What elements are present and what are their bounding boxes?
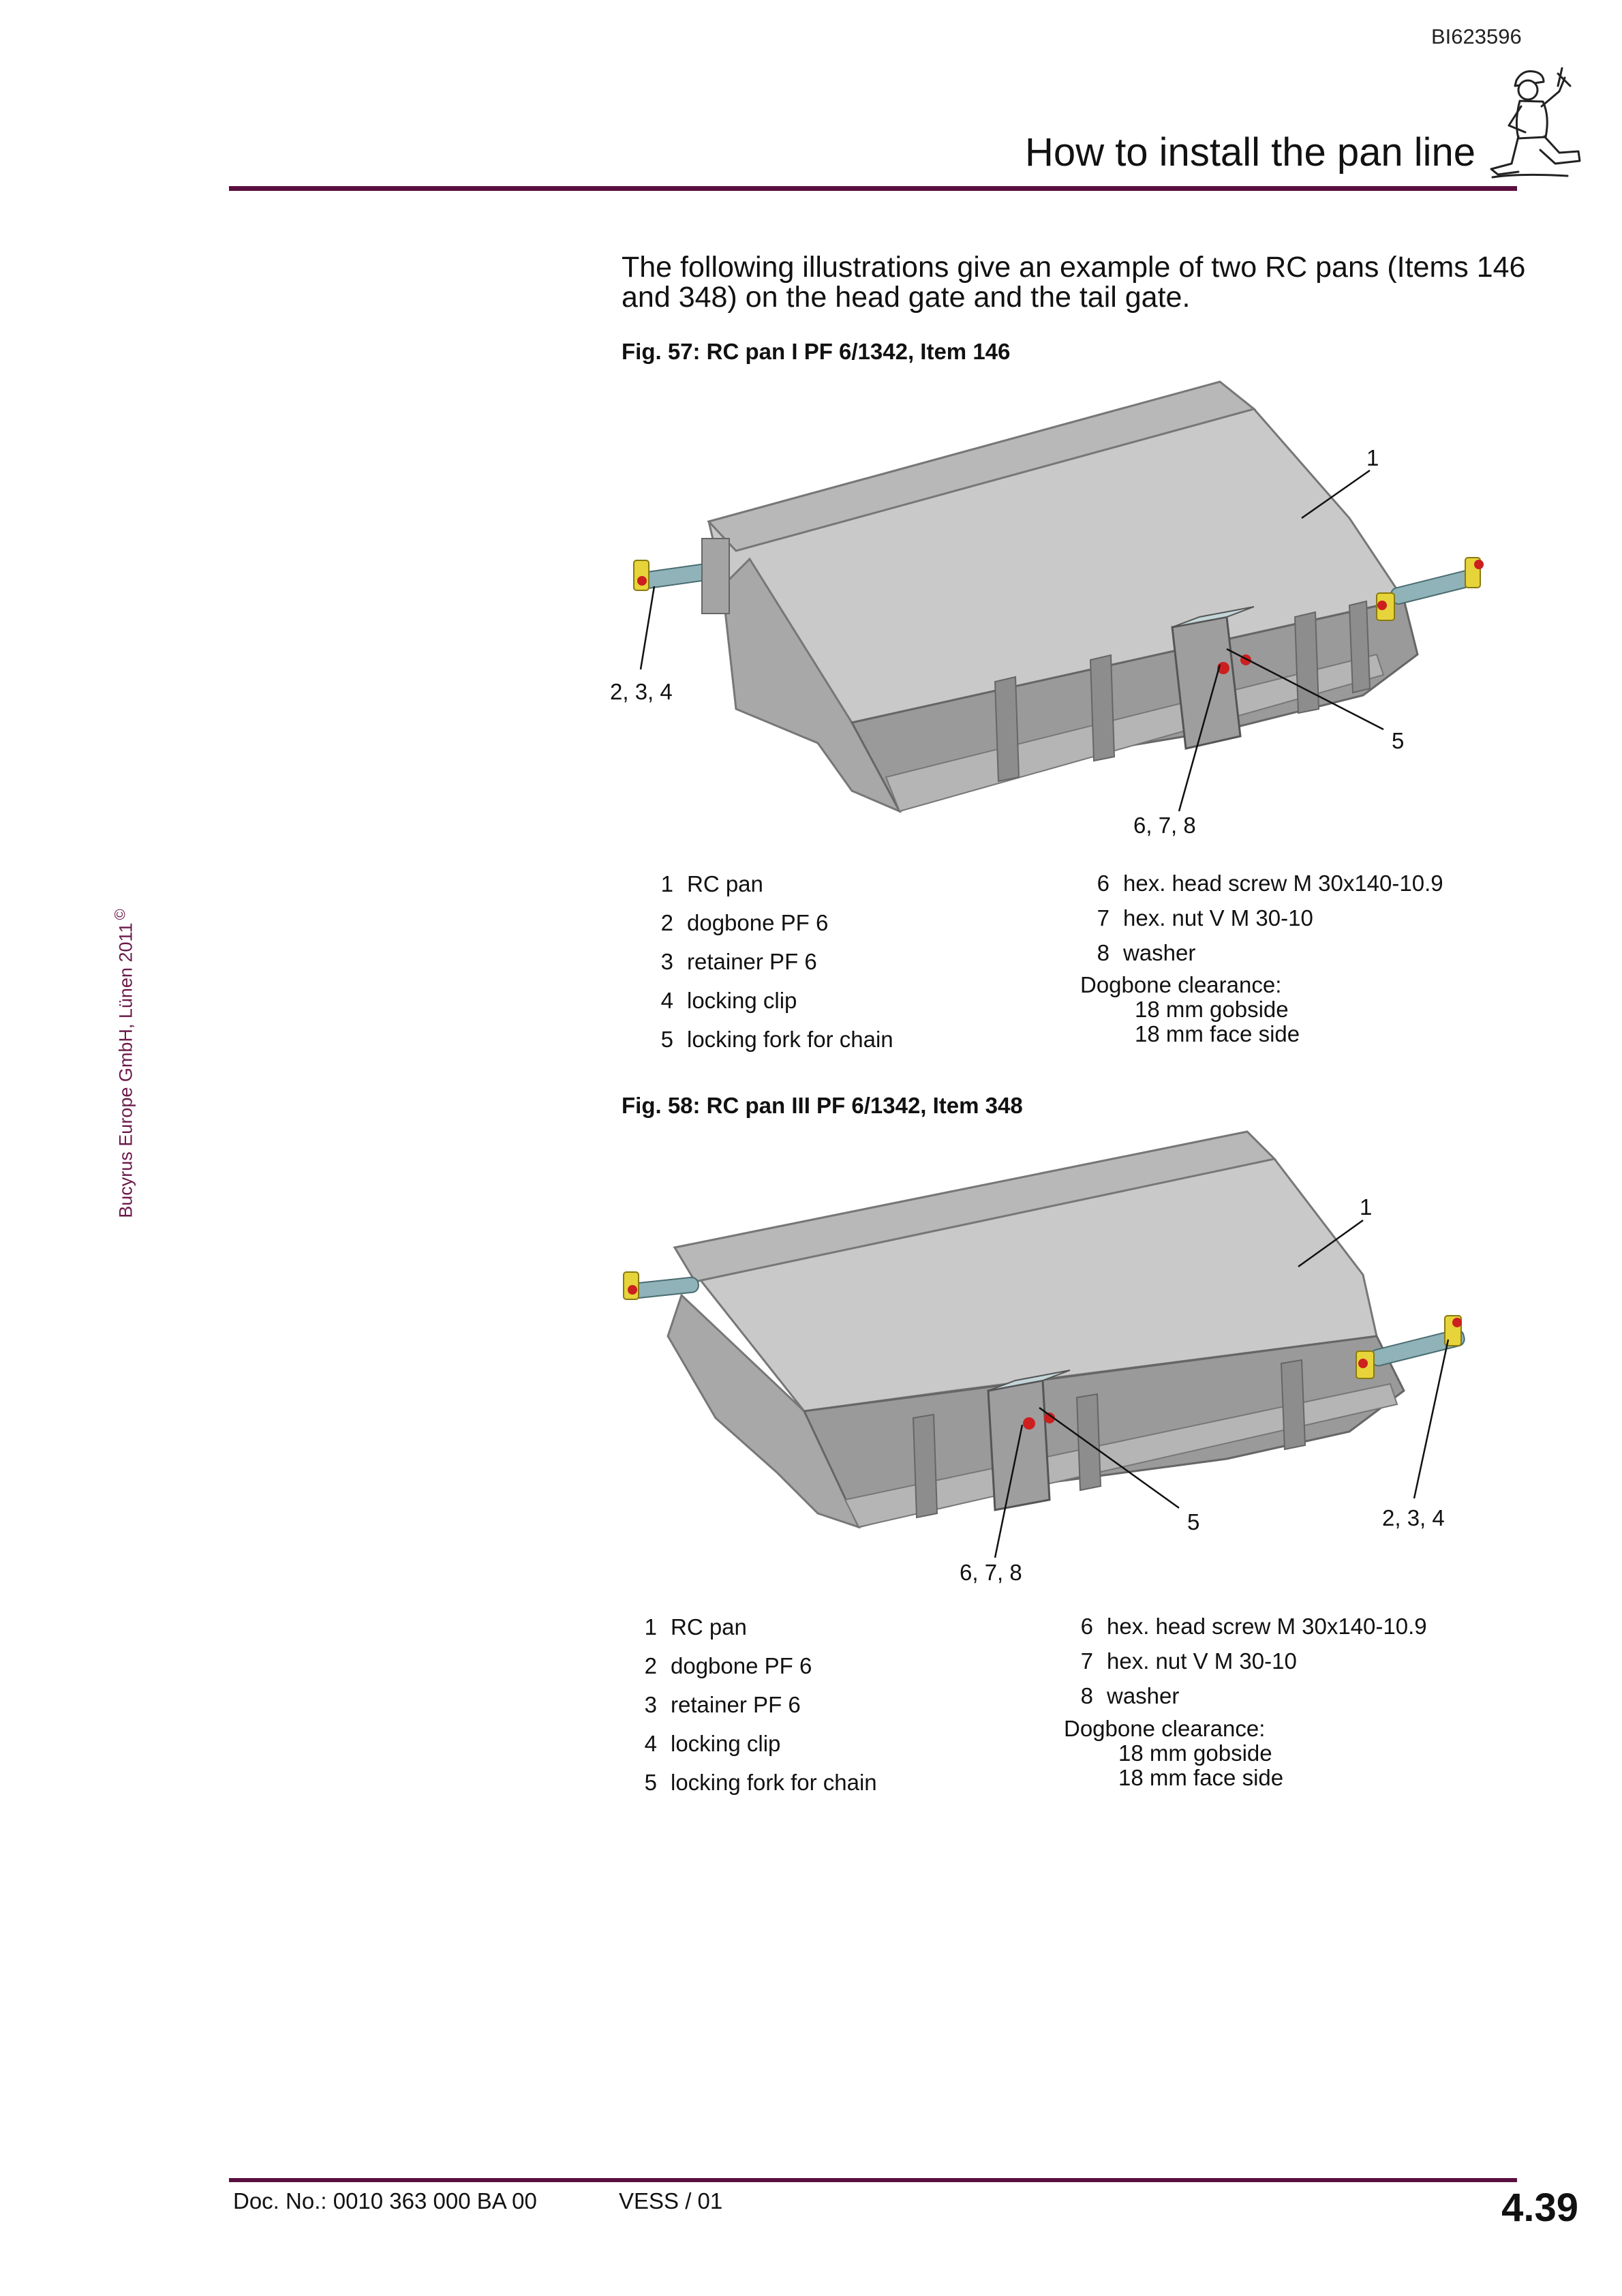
figure-57-clearance <box>1080 973 1300 1046</box>
legend-item: 6 hex. head screw M 30x140-10.9 <box>1080 1614 1427 1639</box>
figure-58-legend-right <box>1074 1609 1427 1713</box>
figure-57-legend-left <box>654 864 893 1059</box>
figure-caption-58: Fig. 58: RC pan III PF 6/1342, Item 348 <box>622 1093 1023 1118</box>
figure-57-illustration <box>0 354 1622 873</box>
legend-item: 1 RC pan <box>644 1614 747 1640</box>
clearance-heading: Dogbone clearance: <box>1080 972 1282 997</box>
legend-item: 7 hex. nut V M 30-10 <box>1080 1648 1297 1674</box>
figure-58-legend-left <box>638 1607 877 1802</box>
document-id: BI623596 <box>1431 25 1522 48</box>
callout-5: 5 <box>1392 728 1405 753</box>
copyright-symbol: © <box>111 909 129 920</box>
clearance-heading: Dogbone clearance: <box>1064 1716 1266 1741</box>
left-dogbone-assembly <box>634 539 729 614</box>
legend-item: 5 locking fork for chain <box>660 1027 893 1052</box>
legend-item: 8 washer <box>1080 1683 1180 1708</box>
legend-item: 4 locking clip <box>660 988 797 1013</box>
legend-item: 8 washer <box>1097 940 1196 965</box>
callout-1: 1 <box>1360 1194 1373 1220</box>
worker-with-hammer-icon <box>1486 60 1588 179</box>
clearance-gobside: 18 mm gobside <box>1118 1740 1272 1766</box>
copyright-text: Bucyrus Europe GmbH, Lünen 2011 <box>115 922 136 1218</box>
callout-2-3-4: 2, 3, 4 <box>1382 1505 1445 1530</box>
intro-paragraph: The following illustrations give an example of two RC pans (Items 146 and 348) on the head gate and the tail gate. <box>622 251 1526 314</box>
callout-2-3-4: 2, 3, 4 <box>610 679 673 704</box>
callout-5: 5 <box>1187 1509 1200 1535</box>
page-title: How to install the pan line <box>1025 130 1475 175</box>
screw-marker <box>1023 1417 1035 1430</box>
legend-item: 2 dogbone PF 6 <box>644 1653 812 1678</box>
legend-item: 3 retainer PF 6 <box>644 1692 801 1717</box>
left-dogbone-assembly <box>624 1272 699 1299</box>
footer-rule <box>229 2178 1517 2182</box>
clearance-faceside: 18 mm face side <box>1118 1765 1284 1790</box>
footer-version: VESS / 01 <box>619 2188 723 2214</box>
legend-item: 3 retainer PF 6 <box>660 949 817 974</box>
figure-58-clearance <box>1064 1717 1283 1790</box>
page-number: 4.39 <box>1501 2186 1578 2230</box>
figure-caption-57: Fig. 57: RC pan I PF 6/1342, Item 146 <box>622 339 1011 364</box>
clearance-gobside: 18 mm gobside <box>1135 997 1289 1022</box>
legend-item: 2 dogbone PF 6 <box>660 910 829 935</box>
legend-item: 6 hex. head screw M 30x140-10.9 <box>1097 871 1443 896</box>
figure-57-legend-right <box>1090 866 1443 970</box>
legend-item: 7 hex. nut V M 30-10 <box>1097 905 1313 931</box>
callout-6-7-8: 6, 7, 8 <box>1133 813 1196 838</box>
legend-item: 5 locking fork for chain <box>644 1770 877 1795</box>
callout-6-7-8: 6, 7, 8 <box>960 1560 1022 1585</box>
legend-item: 4 locking clip <box>644 1731 781 1756</box>
clearance-faceside: 18 mm face side <box>1135 1021 1300 1046</box>
figure-58-illustration <box>0 1111 1622 1616</box>
footer-doc-number: Doc. No.: 0010 363 000 BA 00 <box>233 2188 537 2214</box>
legend-item: 1 RC pan <box>660 871 763 896</box>
callout-1: 1 <box>1366 445 1379 470</box>
header-rule <box>229 186 1517 191</box>
